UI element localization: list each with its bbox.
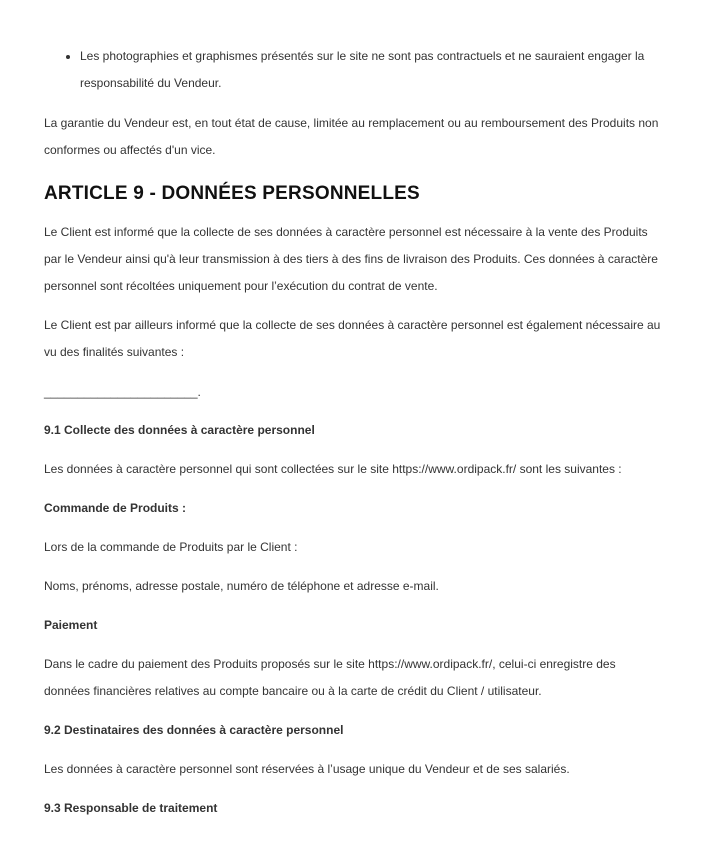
paiement-paragraph: Dans le cadre du paiement des Produits proposés sur le site https://www.ordipack.fr/, celui-ci enregistre des données financières relatives au compte bancaire ou à la carte de crédit du Client / utilisateur. bbox=[44, 657, 616, 698]
blank-fill-line: _______________________. bbox=[44, 385, 201, 399]
lors-commande-paragraph: Lors de la commande de Produits par le Client : bbox=[44, 540, 298, 554]
section-9-1-heading: 9.1 Collecte des données à caractère personnel bbox=[44, 423, 315, 437]
noms-paragraph: Noms, prénoms, adresse postale, numéro de téléphone et adresse e-mail. bbox=[44, 579, 439, 593]
bullet-list bbox=[44, 43, 700, 97]
destinataires-paragraph: Les données à caractère personnel sont réservées à l’usage unique du Vendeur et de ses salariés. bbox=[44, 762, 570, 776]
section-9-2-heading: 9.2 Destinataires des données à caractère personnel bbox=[44, 723, 344, 737]
client-purposes-paragraph: Le Client est par ailleurs informé que la collecte de ses données à caractère personnel est également nécessaire au vu des finalités suivantes : bbox=[44, 318, 661, 359]
paiement-heading: Paiement bbox=[44, 618, 98, 632]
client-informed-paragraph: Le Client est informé que la collecte de ses données à caractère personnel est nécessaire à la vente des Produits par le Vendeur ainsi qu'à leur transmission à des tiers à des fins de livraison des Produits. Ces données à caractère personnel sont récoltées uniquement pour l’exécution du contrat de vente. bbox=[44, 225, 658, 293]
list-item: • Les photographies et graphismes présentés sur le site ne sont pas contractuels et ne sauraient engager la responsabilité du Vendeur. bbox=[80, 43, 700, 97]
commande-heading: Commande de Produits : bbox=[44, 501, 187, 515]
section-9-3-heading: 9.3 Responsable de traitement bbox=[44, 801, 218, 815]
collected-data-paragraph: Les données à caractère personnel qui sont collectées sur le site https://www.ordipack.fr/ sont les suivantes : bbox=[44, 462, 622, 476]
guarantee-paragraph: La garantie du Vendeur est, en tout état de cause, limitée au remplacement ou au remboursement des Produits non conformes ou affectés d'un vice. bbox=[44, 116, 659, 157]
article-9-heading: ARTICLE 9 - DONNÉES PERSONNELLES bbox=[44, 183, 420, 204]
